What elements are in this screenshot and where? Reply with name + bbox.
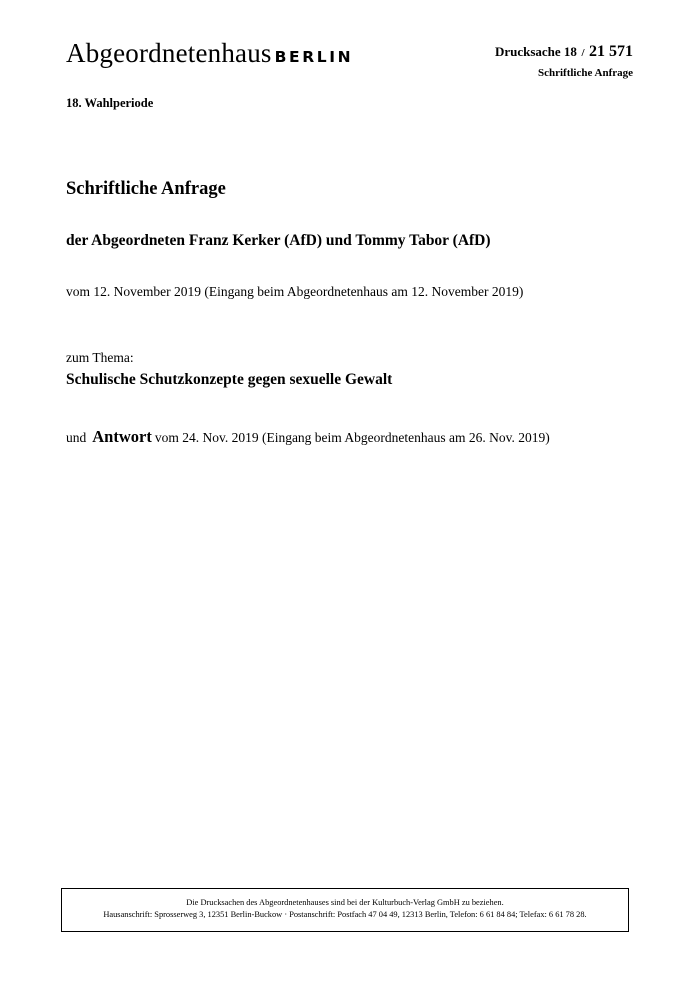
document-type: Schriftliche Anfrage — [537, 67, 633, 79]
document-number-slash: / — [581, 47, 585, 59]
answer-keyword: Antwort — [92, 427, 152, 446]
footer-line-address: Hausanschrift: Sprosserweg 3, 12351 Berlin-Buckow · Postanschrift: Postfach 47 04 49, 12313 Berlin, Telefon: 6 61 84 84; Telefax: 6 61 78 28. — [103, 910, 587, 919]
footer-line-distribution: Die Drucksachen des Abgeordnetenhauses sind bei der Kulturbuch-Verlag GmbH zu beziehen. — [186, 898, 504, 907]
page-title: Schriftliche Anfrage — [66, 179, 226, 199]
answer-line — [66, 427, 550, 447]
topic-title: Schulische Schutzkonzepte gegen sexuelle Gewalt — [66, 371, 393, 388]
authors-line: der Abgeordneten Franz Kerker (AfD) und Tommy Tabor (AfD) — [66, 232, 491, 249]
footer-notice — [61, 888, 629, 932]
legislative-period: 18. Wahlperiode — [66, 96, 154, 110]
answer-prefix: und — [66, 430, 87, 445]
date-line: vom 12. November 2019 (Eingang beim Abgeordnetenhaus am 12. November 2019) — [66, 284, 524, 299]
answer-details: vom 24. Nov. 2019 (Eingang beim Abgeordnetenhaus am 26. Nov. 2019) — [154, 430, 550, 445]
document-number-value: 21 571 — [589, 43, 633, 60]
institution-city: BERLIN — [274, 48, 354, 66]
institution-name: Abgeordnetenhaus — [66, 38, 272, 68]
document-number — [495, 43, 633, 61]
document-number-prefix: Drucksache 18 — [494, 44, 577, 59]
institution-logo — [66, 38, 353, 69]
topic-label: zum Thema: — [66, 350, 134, 365]
